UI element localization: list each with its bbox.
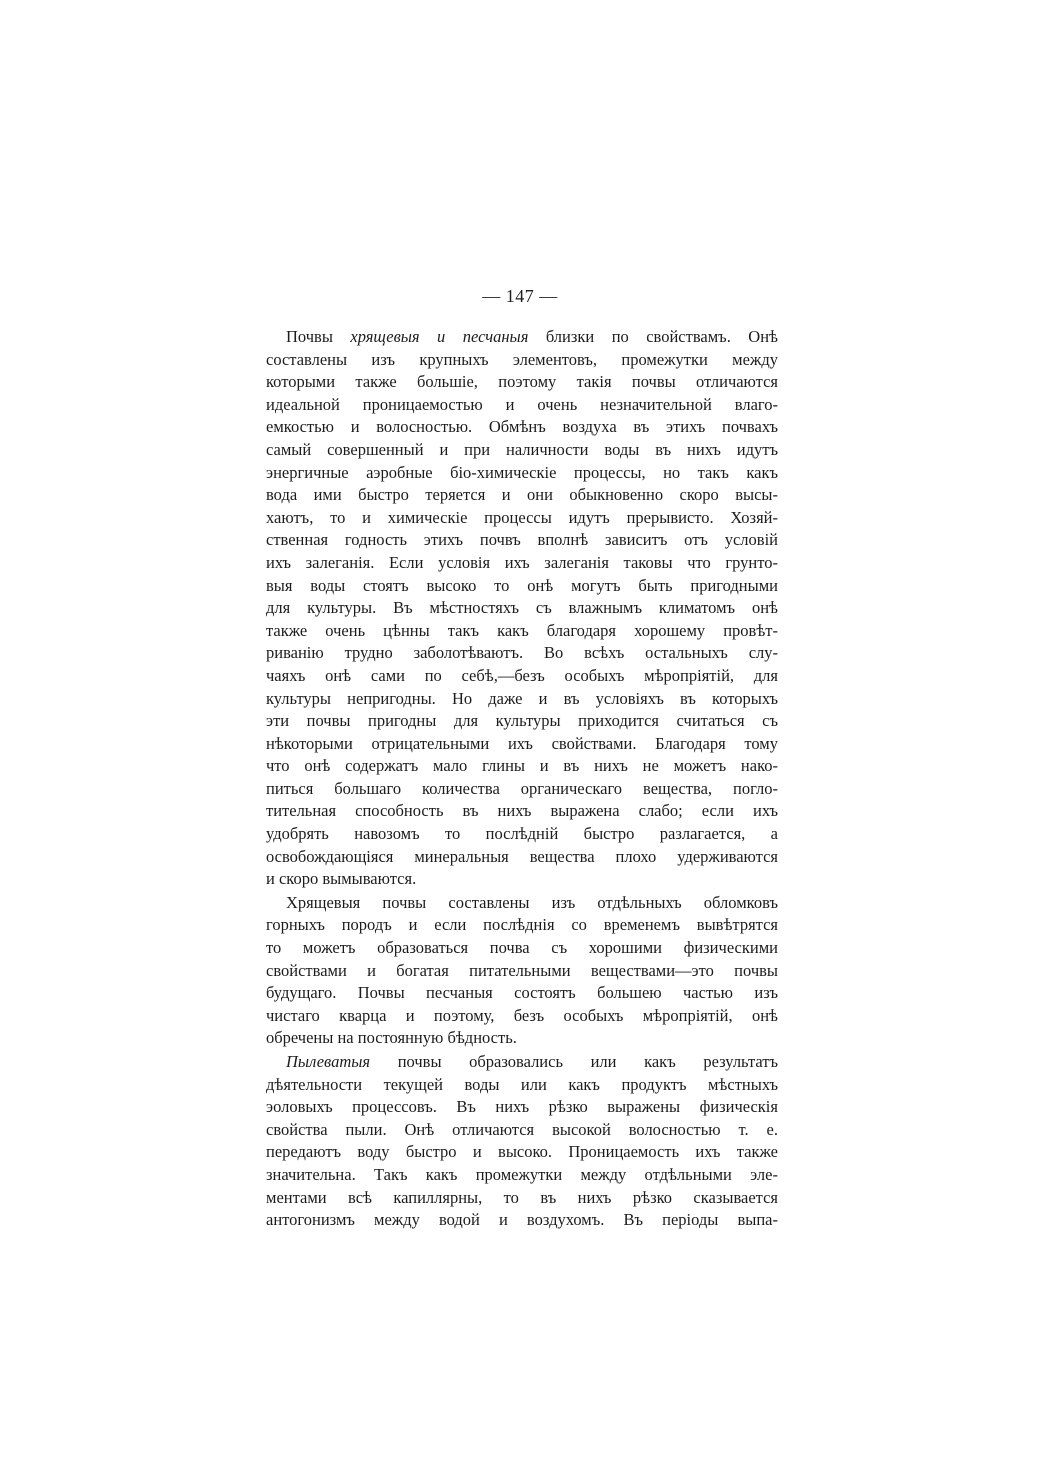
text-run: удобрять навозомъ то послѣдній быстро разлагается, а <box>266 824 778 844</box>
text-line <box>266 552 778 575</box>
text-line <box>266 710 778 733</box>
text-run: близки по свойствамъ. Онѣ <box>528 327 778 346</box>
text-run: ментами всѣ капиллярны, то въ нихъ рѣзко сказывается <box>266 1187 778 1207</box>
text-line <box>266 1051 778 1074</box>
text-run: свойства пыли. Онѣ отличаются высокой волосностью т. е. <box>266 1119 778 1139</box>
text-run: чистаго кварца и поэтому, безъ особыхъ мѣропріятій, онѣ <box>266 1005 778 1025</box>
text-line <box>266 326 778 349</box>
text-run: также очень цѣнны такъ какъ благодаря хорошему провѣт- <box>266 620 778 640</box>
text-line <box>266 688 778 711</box>
text-line <box>266 597 778 620</box>
text-run: антогонизмъ между водой и воздухомъ. Въ періоды выпа- <box>266 1210 778 1230</box>
text-run: передаютъ воду быстро и высоко. Проницаемость ихъ также <box>266 1142 778 1162</box>
text-line <box>266 1187 778 1210</box>
text-run: будущаго. Почвы песчаныя состоятъ большею частью изъ <box>266 983 778 1003</box>
text-line <box>266 484 778 507</box>
text-run: Хрящевыя почвы составлены изъ отдѣльныхъ обломковъ <box>286 892 778 912</box>
text-line <box>266 665 778 688</box>
text-line <box>266 371 778 394</box>
text-line <box>266 1096 778 1119</box>
text-line <box>266 846 778 869</box>
text-line <box>266 960 778 983</box>
text-run: эти почвы пригодны для культуры приходится считаться съ <box>266 711 778 731</box>
text-line <box>266 868 778 891</box>
text-line <box>266 1005 778 1028</box>
text-run: обречены на постоянную бѣдность. <box>266 1028 517 1048</box>
text-line <box>266 620 778 643</box>
text-run: и скоро вымываются. <box>266 869 417 889</box>
text-run: хаютъ, то и химическіе процессы идутъ прерывисто. Хозяй- <box>266 507 778 527</box>
text-run: горныхъ породъ и если послѣднія со временемъ вывѣтрятся <box>266 915 778 935</box>
text-line <box>266 462 778 485</box>
text-line <box>266 982 778 1005</box>
text-line <box>266 800 778 823</box>
text-line <box>266 349 778 372</box>
text-line <box>266 575 778 598</box>
text-run: эоловыхъ процессовъ. Въ нихъ рѣзко выражены физическія <box>266 1097 778 1117</box>
text-run: почвы образовались или какъ результатъ <box>370 1052 778 1071</box>
text-line <box>266 937 778 960</box>
text-line <box>266 1164 778 1187</box>
text-run: ихъ залеганія. Если условія ихъ залеганія таковы что грунто- <box>266 552 778 572</box>
text-run: риванію трудно заболотѣваютъ. Во всѣхъ остальныхъ слу- <box>266 643 778 663</box>
text-run: нѣкоторыми отрицательными ихъ свойствами. Благодаря тому <box>266 733 778 753</box>
text-line <box>266 394 778 417</box>
text-line <box>266 642 778 665</box>
text-line <box>266 507 778 530</box>
text-run: вода ими быстро теряется и они обыкновенно скоро высы- <box>266 485 778 505</box>
text-line <box>266 529 778 552</box>
text-line <box>266 778 778 801</box>
text-line <box>266 1027 778 1050</box>
text-run: культуры непригодны. Но даже и въ условіяхъ въ которыхъ <box>266 688 778 708</box>
text-line <box>266 1074 778 1097</box>
text-line <box>266 1141 778 1164</box>
text-run: выя воды стоятъ высоко то онѣ могутъ быть пригодными <box>266 575 778 595</box>
text-line <box>266 823 778 846</box>
text-run: идеальной проницаемостью и очень незначительной влаго- <box>266 394 778 414</box>
page-number: — 147 — <box>482 286 558 306</box>
text-run: которыми также большіе, поэтому такія почвы отличаются <box>266 372 778 392</box>
italic-term: хрящевыя и песчаныя <box>350 327 529 346</box>
text-run: тительная способность въ нихъ выражена слабо; если ихъ <box>266 801 778 821</box>
text-run: освобождающіяся минеральныя вещества плохо удерживаются <box>266 846 778 866</box>
text-run: для культуры. Въ мѣстностяхъ съ влажнымъ климатомъ онѣ <box>266 598 778 618</box>
text-line <box>266 733 778 756</box>
text-run: свойствами и богатая питательными веществами—это почвы <box>266 960 778 980</box>
text-line <box>266 439 778 462</box>
paragraph <box>266 326 778 891</box>
text-line <box>266 1119 778 1142</box>
text-line <box>266 416 778 439</box>
paragraph <box>266 892 778 1050</box>
text-line <box>266 892 778 915</box>
body-text <box>266 326 778 1232</box>
text-run: что онѣ содержатъ мало глины и въ нихъ не можетъ нако- <box>266 756 778 776</box>
text-run: Почвы <box>286 327 351 346</box>
text-run: чаяхъ онѣ сами по себѣ,—безъ особыхъ мѣропріятій, для <box>266 665 778 685</box>
text-run: энергичные аэробные біо-химическіе процессы, но такъ какъ <box>266 462 778 482</box>
italic-term: Пылеватыя <box>286 1052 371 1071</box>
text-run: дѣятельности текущей воды или какъ продуктъ мѣстныхъ <box>266 1074 778 1094</box>
paragraph <box>266 1051 778 1232</box>
text-run: ственная годность этихъ почвъ вполнѣ зависитъ отъ условій <box>266 530 778 550</box>
text-line <box>266 755 778 778</box>
text-run: то можетъ образоваться почва съ хорошими физическими <box>266 938 778 958</box>
text-run: питься большаго количества органическаго вещества, погло- <box>266 778 778 798</box>
text-line <box>266 1209 778 1232</box>
text-run: значительна. Такъ какъ промежутки между отдѣльными эле- <box>266 1164 778 1184</box>
text-run: составлены изъ крупныхъ элементовъ, промежутки между <box>266 349 778 369</box>
text-run: емкостью и волосностью. Обмѣнъ воздуха въ этихъ почвахъ <box>266 417 778 437</box>
text-line <box>266 914 778 937</box>
text-run: самый совершенный и при наличности воды въ нихъ идутъ <box>266 439 778 459</box>
